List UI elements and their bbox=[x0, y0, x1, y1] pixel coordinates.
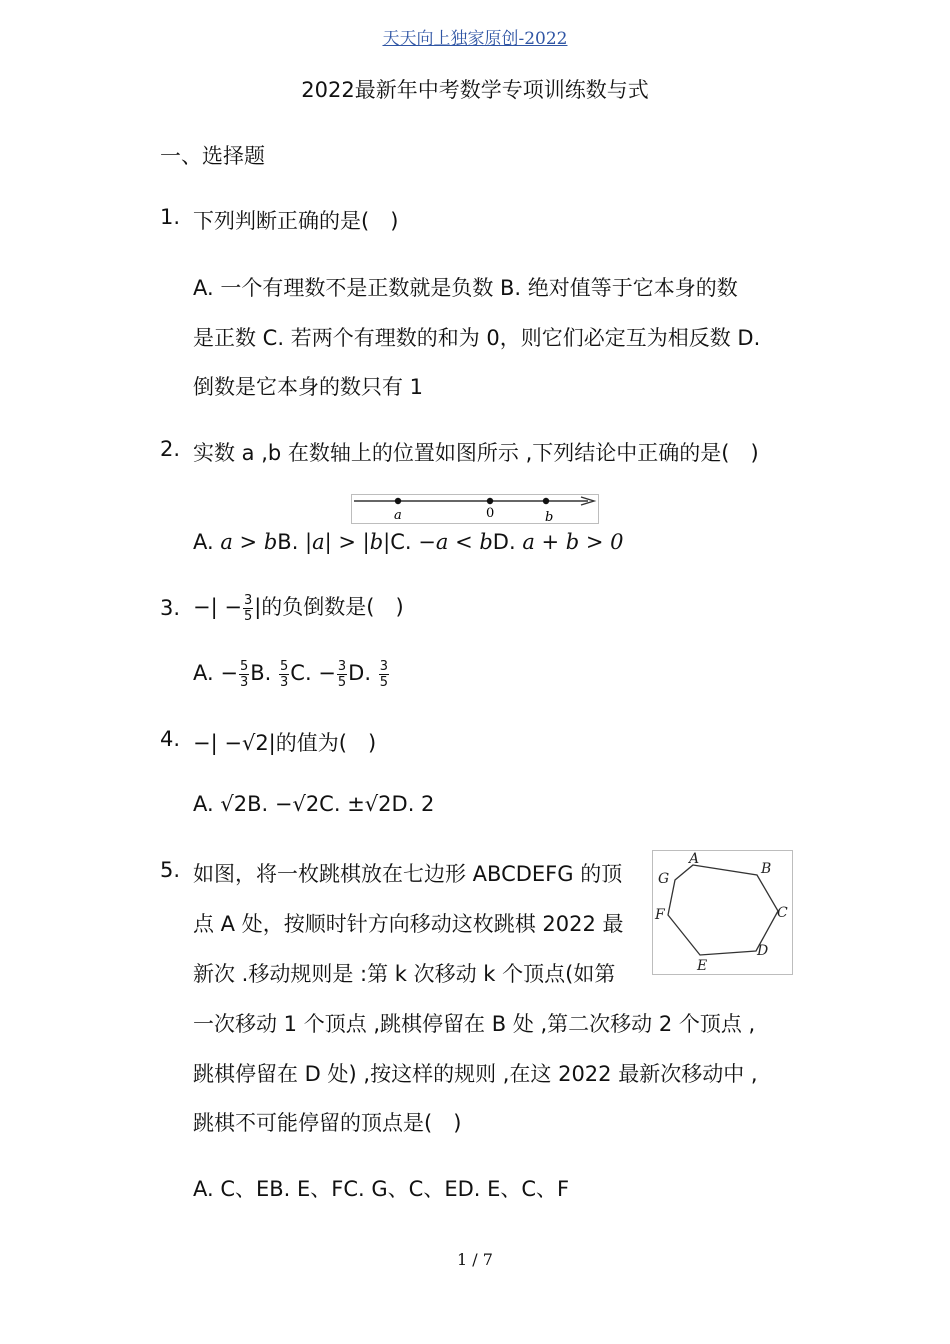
q1-options-line-3: 倒数是它本身的数只有 1 bbox=[193, 375, 424, 399]
q1-options-line-2: 是正数 C. 若两个有理数的和为 0，则它们必定互为相反数 D. bbox=[193, 326, 761, 350]
q3-stem-fraction bbox=[243, 593, 253, 624]
heptagon-shape bbox=[668, 865, 778, 955]
q2-options bbox=[193, 530, 624, 554]
q5-line-4: 一次移动 1 个顶点 ,跳棋停留在 B 处 ,第二次移动 2 个顶点 , bbox=[193, 1012, 756, 1036]
q5-line-6: 跳棋不可能停留的顶点是( ) bbox=[193, 1111, 462, 1135]
q5-line-1: 如图，将一枚跳棋放在七边形 ABCDEFG 的顶 bbox=[193, 862, 623, 886]
q3-opt-a-den: 3 bbox=[239, 674, 249, 690]
q1-stem: 下列判断正确的是( ) bbox=[193, 209, 399, 233]
vertex-b-label: B bbox=[761, 861, 772, 877]
q3-option-a-label: A. − bbox=[193, 661, 238, 685]
q5-line-3: 新次 .移动规则是 :第 k 次移动 k 个顶点(如第 bbox=[193, 962, 616, 986]
q3-option-d-label: D. bbox=[348, 661, 378, 685]
q3-option-b-fraction bbox=[279, 659, 289, 690]
q3-opt-d-num: 3 bbox=[379, 658, 388, 674]
q3-stem-suffix: |的负倒数是( ) bbox=[254, 595, 404, 619]
q3-number: 3. bbox=[160, 596, 181, 620]
q3-stem-frac-num: 3 bbox=[243, 592, 253, 608]
section-heading: 一、选择题 bbox=[160, 144, 265, 168]
q3-options bbox=[193, 656, 390, 690]
vertex-f-label: F bbox=[655, 907, 665, 923]
q2-stem: 实数 a ,b 在数轴上的位置如图所示 ,下列结论中正确的是( ) bbox=[193, 441, 759, 465]
point-b bbox=[543, 498, 549, 504]
page-number: 1 / 7 bbox=[457, 1250, 493, 1269]
number-line-figure bbox=[351, 494, 599, 524]
q3-option-c-fraction bbox=[337, 659, 347, 690]
q3-stem-frac-den: 5 bbox=[243, 608, 253, 624]
label-b: b bbox=[545, 510, 554, 523]
vertex-e-label: E bbox=[697, 958, 708, 974]
heptagon-figure bbox=[652, 850, 793, 975]
point-zero bbox=[487, 498, 493, 504]
q2-option-a: a > b bbox=[220, 530, 278, 554]
q3-option-c-label: C. − bbox=[290, 661, 336, 685]
q4-options: A. √2B. −√2C. ±√2D. 2 bbox=[193, 792, 435, 816]
document-title: 2022最新年中考数学专项训练数与式 bbox=[301, 78, 649, 102]
q4-stem: −| −√2|的值为( ) bbox=[193, 731, 377, 755]
q1-number: 1. bbox=[160, 205, 181, 229]
q3-option-d-fraction bbox=[379, 659, 389, 690]
q4-number: 4. bbox=[160, 727, 181, 751]
q3-stem bbox=[193, 592, 404, 624]
q2-option-d: a + b > 0 bbox=[522, 530, 624, 554]
vertex-g-label: G bbox=[658, 871, 670, 887]
header-link[interactable]: 天天向上独家原创-2022 bbox=[382, 29, 568, 49]
q3-opt-d-den: 5 bbox=[379, 674, 388, 690]
label-zero: 0 bbox=[486, 506, 495, 521]
q3-opt-b-den: 3 bbox=[280, 674, 289, 690]
q3-option-b-label: B. bbox=[250, 661, 278, 685]
vertex-c-label: C bbox=[777, 905, 788, 921]
q2-option-c-label: C. bbox=[390, 530, 419, 554]
q3-opt-c-num: 3 bbox=[337, 658, 347, 674]
q2-number: 2. bbox=[160, 437, 181, 461]
q3-opt-c-den: 5 bbox=[337, 674, 347, 690]
q2-option-b: |a| > |b| bbox=[305, 530, 391, 554]
q1-options-line-1: A. 一个有理数不是正数就是负数 B. 绝对值等于它本身的数 bbox=[193, 276, 738, 300]
q3-option-a-fraction bbox=[239, 659, 249, 690]
q2-option-b-label: B. bbox=[277, 530, 306, 554]
point-a bbox=[395, 498, 401, 504]
q2-option-d-label: D. bbox=[492, 530, 523, 554]
q3-opt-a-num: 5 bbox=[239, 658, 249, 674]
vertex-d-label: D bbox=[757, 943, 769, 959]
label-a: a bbox=[394, 508, 402, 523]
vertex-a-label: A bbox=[689, 851, 700, 867]
q2-option-a-label: A. bbox=[193, 530, 221, 554]
q2-option-c: −a < b bbox=[418, 530, 493, 554]
q5-line-5: 跳棋停留在 D 处) ,按这样的规则 ,在这 2022 最新次移动中 , bbox=[193, 1062, 758, 1086]
q3-stem-prefix: −| − bbox=[193, 595, 242, 619]
q5-number: 5. bbox=[160, 858, 181, 882]
q3-opt-b-num: 5 bbox=[280, 658, 289, 674]
q5-line-2: 点 A 处，按顺时针方向移动这枚跳棋 2022 最 bbox=[193, 912, 624, 936]
q5-options: A. C、EB. E、FC. G、C、ED. E、C、F bbox=[193, 1177, 570, 1201]
